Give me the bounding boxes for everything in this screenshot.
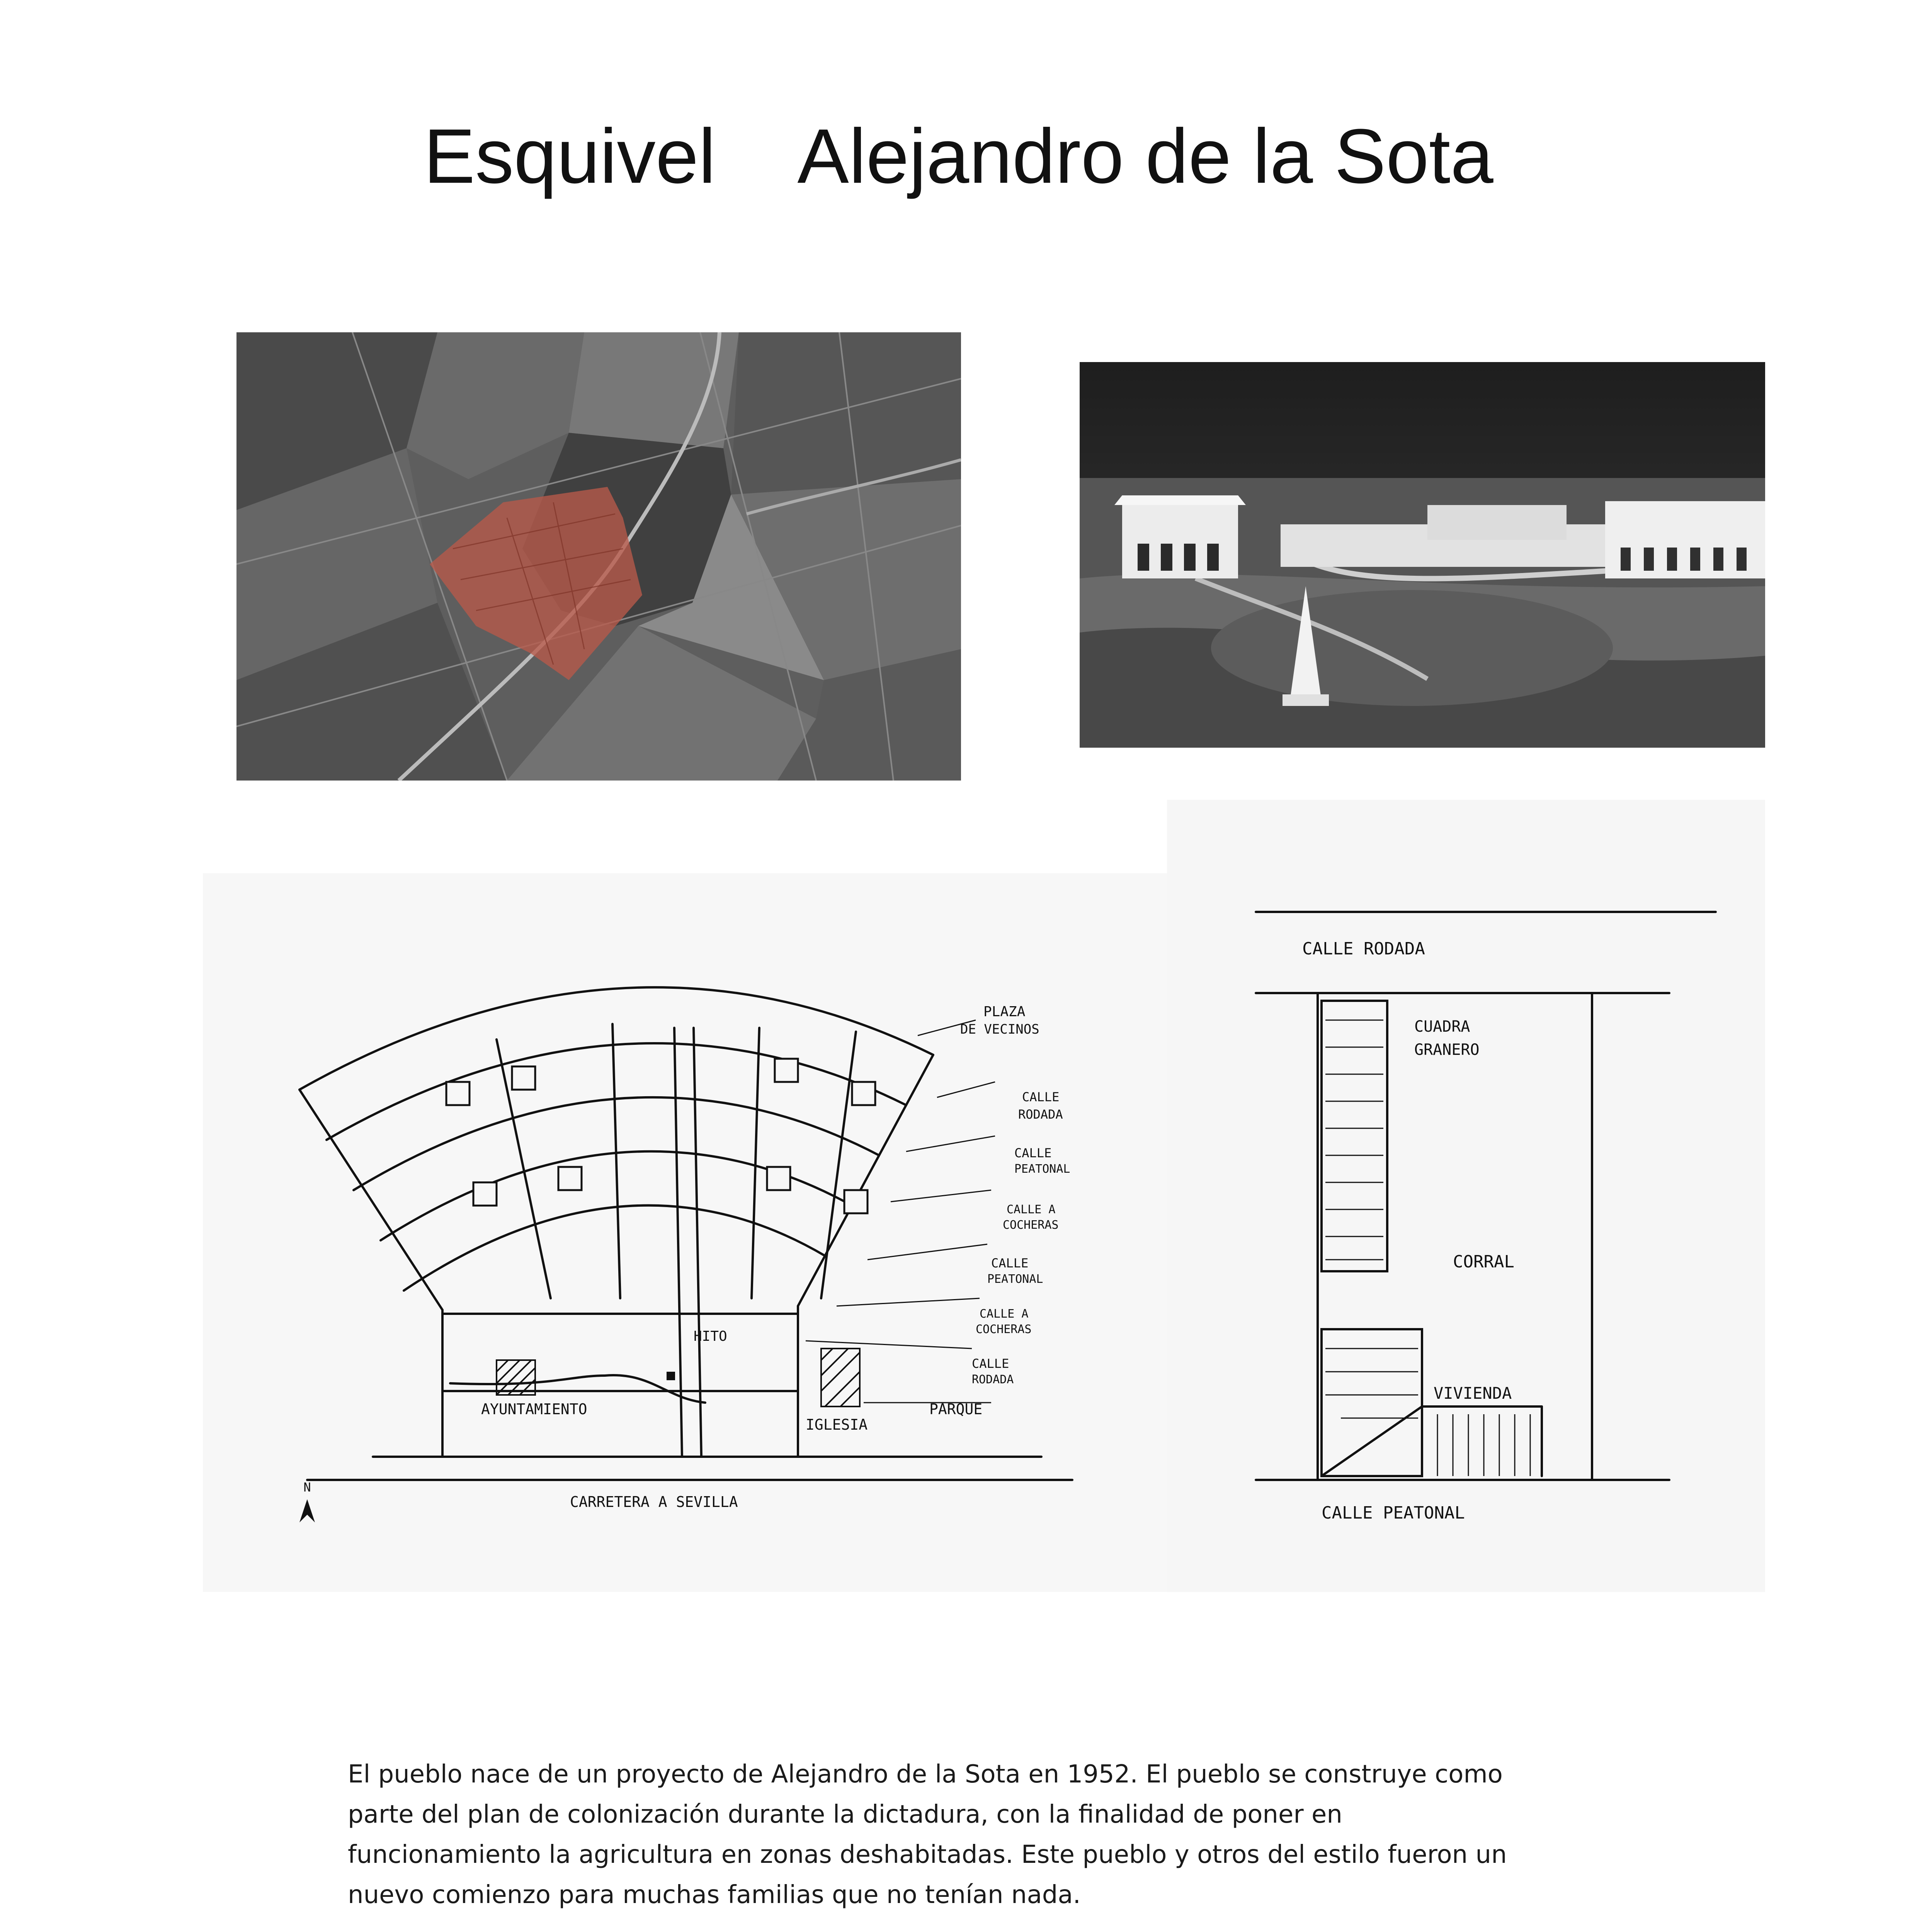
plan-label-plaza: PLAZA	[983, 1004, 1026, 1020]
description-text	[348, 1754, 1522, 1932]
plan-label-rodada-1: RODADA	[1018, 1107, 1063, 1122]
plan-label-calle-1: CALLE	[1022, 1090, 1060, 1104]
page-title: Esquivel Alejandro de la Sota	[424, 113, 1493, 199]
plan-label-carretera: CARRETERA A SEVILLA	[570, 1493, 738, 1510]
paragraph-1: El pueblo nace de un proyecto de Alejandro de la Sota en 1952. El pueblo se construye como parte del plan de colonización durante la dictadura, con la finalidad de poner en funcionamiento la agricultura en zonas deshabitadas. Este pueblo y otros del estilo fueron un nuevo comienzo para muchas familias que no tenían nada.	[348, 1760, 1507, 1909]
house-label-calle-peatonal: CALLE PEATONAL	[1322, 1503, 1465, 1523]
plan-label-iglesia: IGLESIA	[806, 1416, 868, 1433]
plan-label-calle-3: CALLE	[991, 1256, 1029, 1270]
plan-label-calle-a-2: CALLE A	[980, 1307, 1029, 1321]
plan-label-calle-2: CALLE	[1014, 1146, 1052, 1160]
plan-label-calle-a-1: CALLE A	[1007, 1203, 1056, 1216]
town-plan-sketch	[203, 873, 1188, 1592]
plan-label-peatonal-1: PEATONAL	[1014, 1162, 1070, 1176]
house-label-vivienda: VIVIENDA	[1434, 1384, 1512, 1403]
plan-label-ayuntamiento: AYUNTAMIENTO	[481, 1401, 587, 1418]
plan-label-rodada-2: RODADA	[972, 1373, 1014, 1386]
plan-label-cocheras-1: COCHERAS	[1003, 1218, 1059, 1232]
plan-label-peatonal-2: PEATONAL	[987, 1272, 1043, 1286]
plan-label-hito: HITO	[694, 1328, 727, 1344]
house-label-corral: CORRAL	[1453, 1252, 1514, 1272]
plan-label-calle-4: CALLE	[972, 1356, 1009, 1371]
house-label-calle-rodada: CALLE RODADA	[1302, 939, 1425, 959]
house-label-cuadra: CUADRA	[1414, 1018, 1470, 1036]
aerial-photo	[236, 332, 961, 781]
north-label: N	[303, 1480, 311, 1495]
historic-photo	[1080, 362, 1765, 748]
house-label-granero: GRANERO	[1414, 1041, 1480, 1059]
house-plan-sketch	[1167, 800, 1765, 1592]
plan-label-cocheras-2: COCHERAS	[976, 1323, 1032, 1336]
plan-label-parque: PARQUE	[929, 1401, 983, 1418]
plan-label-de-vecinos: DE VECINOS	[960, 1022, 1039, 1037]
